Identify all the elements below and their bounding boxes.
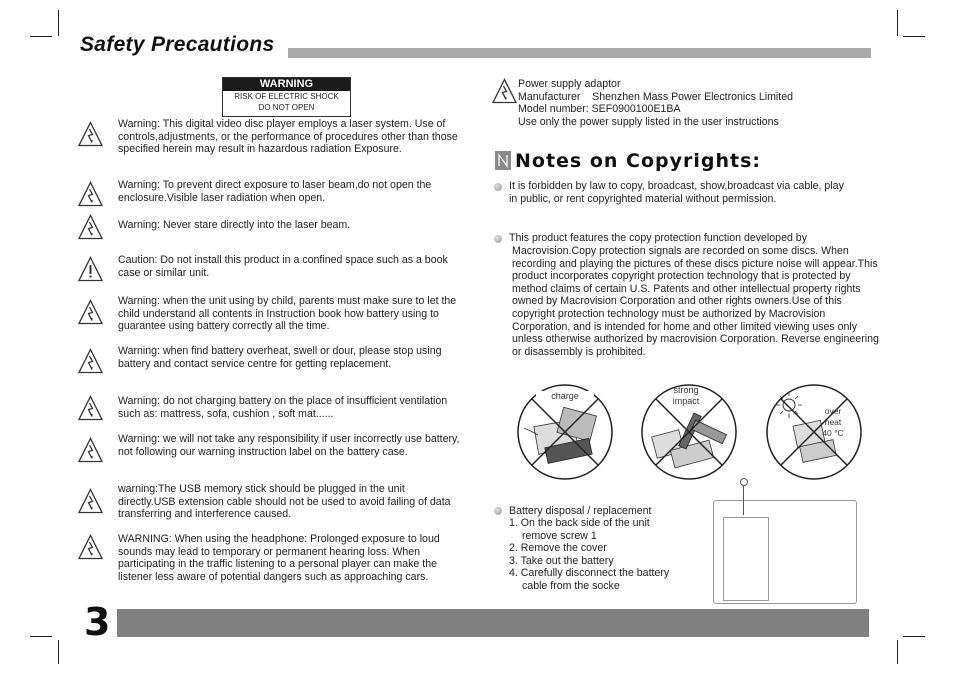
footer-bar bbox=[117, 609, 869, 637]
warning-text: Warning: we will not take any responsibility if user incorrectly use battery, not following our warning instruction label on the battery case. bbox=[118, 433, 460, 458]
lightning-triangle-icon bbox=[78, 299, 103, 325]
warning-label-line: DO NOT OPEN bbox=[258, 103, 315, 112]
crop-mark bbox=[30, 636, 52, 637]
warning-text: Warning: Never stare directly into the laser beam. bbox=[118, 219, 351, 231]
device-back-diagram bbox=[713, 500, 857, 604]
lightning-triangle-icon bbox=[78, 534, 103, 560]
pictogram-label: charge bbox=[536, 391, 594, 401]
copyright-paragraph: It is forbidden by law to copy, broadcast, show,broadcast via cable, play in public, or rent copyrighted material without permission. bbox=[509, 180, 844, 205]
lightning-triangle-icon bbox=[78, 181, 103, 207]
warning-text: warning:The USB memory stick should be plugged in the unit directly.USB extension cable should not be used to avoid failing of data transferring and interference caused. bbox=[118, 483, 451, 521]
lightning-triangle-icon bbox=[78, 348, 103, 374]
lightning-triangle-icon bbox=[78, 437, 103, 463]
warning-label-heading: WARNING bbox=[223, 78, 350, 91]
pictogram-label bbox=[662, 385, 710, 407]
lightning-triangle-icon bbox=[78, 214, 103, 240]
crop-mark bbox=[30, 36, 52, 37]
screw-icon bbox=[740, 478, 748, 486]
warning-text: Warning: when the unit using by child, parents must make sure to let the child understand all contents in Instruction book how battery using to guarantee using battery correctly all the time. bbox=[118, 295, 457, 333]
battery-step: 2. Remove the cover bbox=[509, 542, 607, 554]
lightning-triangle-icon bbox=[78, 395, 103, 421]
power-supply-line: Manufacturer Shenzhen Mass Power Electronics Limited bbox=[518, 90, 793, 103]
crop-mark bbox=[903, 36, 925, 37]
warning-label-line: RISK OF ELECTRIC SHOCK bbox=[234, 92, 339, 101]
lightning-triangle-icon bbox=[492, 78, 517, 104]
power-supply-line: Power supply adaptor bbox=[518, 78, 621, 90]
crop-mark bbox=[58, 10, 59, 36]
warning-label-box bbox=[222, 77, 351, 117]
bullet-icon bbox=[494, 183, 502, 191]
crop-mark bbox=[897, 10, 898, 36]
exclamation-triangle-icon bbox=[78, 256, 103, 282]
copyright-heading: Notes on Copyrights: bbox=[515, 150, 762, 172]
pictogram-label-line: strong bbox=[673, 385, 699, 395]
crop-mark bbox=[58, 640, 59, 664]
pictogram-label-line: over bbox=[824, 406, 842, 416]
battery-cover-outline bbox=[723, 517, 769, 601]
crop-mark bbox=[897, 640, 898, 664]
battery-step: 1. On the back side of the unit bbox=[509, 517, 650, 529]
copyright-paragraph: Macrovision.Copy protection signals are recorded on some discs. When recording and playing the pictures of these discs picture noise will appear.This product incorporates copyright protection technology that is protected by method claims of certain U.S. Patents and other intellectual property rights owned by Macrovision Corporation and other rights owners.Use of this copyright protection technology must be authorized by Macrovision Corporation, and is intended for home and other limited viewing uses only unless otherwise authorized by macrovision Corporation. Reverse engineering or disassembly is prohibited. bbox=[512, 245, 879, 358]
page-number: 3 bbox=[84, 600, 111, 644]
pictogram-label-line: impact bbox=[672, 396, 700, 406]
battery-step: 4. Carefully disconnect the battery bbox=[509, 567, 670, 579]
lightning-triangle-icon bbox=[78, 121, 103, 147]
warning-text: Warning: To prevent direct exposure to laser beam,do not open the enclosure.Visible laser radiation when open. bbox=[118, 179, 432, 204]
power-supply-line: Use only the power supply listed in the user instructions bbox=[518, 115, 779, 128]
warning-text: Warning: when find battery overheat, swell or dour, please stop using battery and contact service centre for getting replacement. bbox=[118, 345, 442, 370]
battery-heading: Battery disposal / replacement bbox=[509, 505, 652, 517]
copyright-paragraph-first-line: This product features the copy protection function developed by bbox=[509, 232, 807, 244]
pictogram-label bbox=[818, 406, 848, 439]
screw-pointer-line bbox=[743, 485, 744, 515]
caution-text: Caution: Do not install this product in a confined space such as a book case or similar unit. bbox=[118, 254, 448, 279]
crop-mark bbox=[903, 636, 925, 637]
no-overheat-pictogram bbox=[765, 383, 863, 481]
note-icon bbox=[495, 151, 511, 170]
bullet-icon bbox=[494, 235, 502, 243]
battery-step: cable from the socke bbox=[522, 580, 620, 592]
power-supply-line: Model number: SEF0900100E1BA bbox=[518, 103, 681, 116]
title-bar bbox=[288, 48, 871, 58]
warning-text: Warning: do not charging battery on the place of insufficient ventilation such as: mattress, sofa, cushion , soft mat...... bbox=[118, 395, 448, 420]
page-title: Safety Precautions bbox=[80, 33, 275, 56]
warning-text: Warning: This digital video disc player employs a laser system. Use of controls,adjustments, or the performance of procedures other than those specified herein may result in hazardous radiation Exposure. bbox=[118, 118, 458, 156]
pictogram-label-line: 40 °C bbox=[822, 428, 844, 438]
battery-step: 3. Take out the battery bbox=[509, 555, 614, 567]
lightning-triangle-icon bbox=[78, 488, 103, 514]
battery-step: remove screw 1 bbox=[522, 530, 597, 542]
pictogram-label-line: heat bbox=[824, 417, 842, 427]
power-supply-info bbox=[518, 78, 793, 128]
warning-text: WARNING: When using the headphone: Prolonged exposure to loud sounds may lead to temporary or permanent hearing loss. When participating in the traffic listening to a personal player can make the listener less aware of potential dangers such as approaching cars. bbox=[118, 533, 440, 583]
bullet-icon bbox=[494, 507, 502, 515]
